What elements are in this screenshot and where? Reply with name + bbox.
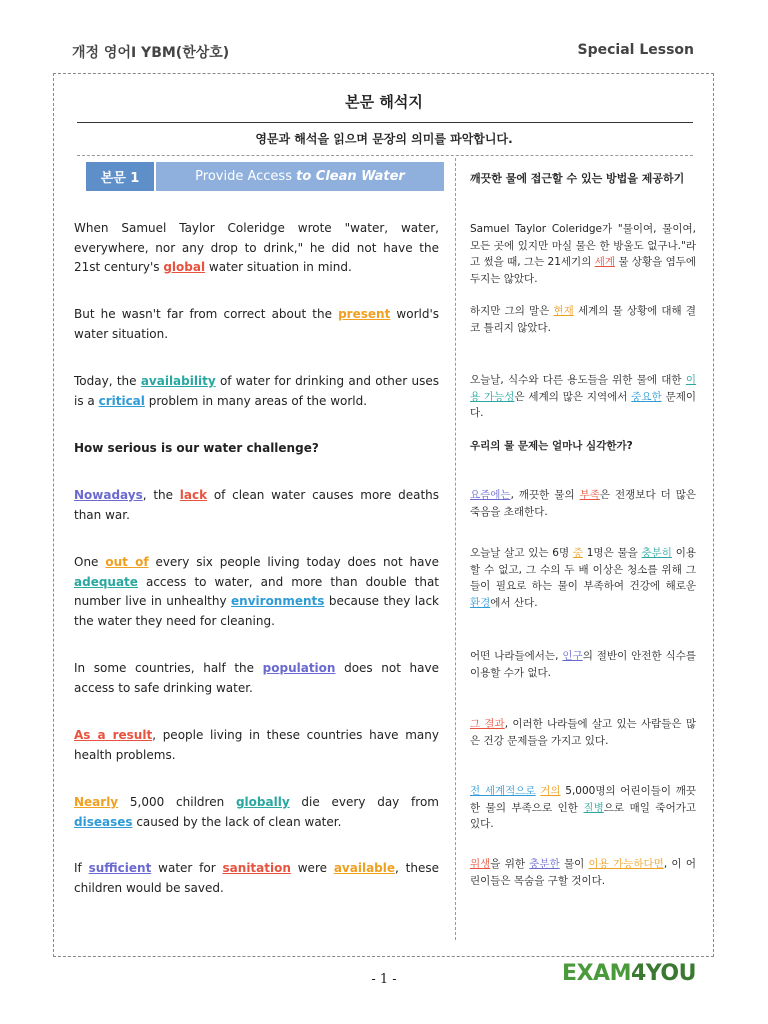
text: , 이 어린이들은 목숨을 구할 것이다.: [470, 858, 696, 887]
page-title: 본문 해석지: [345, 93, 423, 111]
vocab-available: available: [333, 861, 396, 875]
header-course: 개정 영어I YBM(한상호): [72, 45, 230, 61]
text: of clean water causes more deaths than war.: [74, 488, 440, 522]
text: caused by the lack of clean water.: [132, 814, 342, 829]
text: world's water situation.: [74, 307, 439, 341]
text: 물 상황을 염두에 두지는 않았다.: [470, 256, 696, 285]
text: 에서 산다.: [490, 596, 538, 609]
column-divider: [455, 158, 456, 940]
text: In some countries, half the: [74, 661, 263, 675]
text: Today, the: [74, 374, 141, 388]
vocab-globally: globally: [235, 795, 290, 809]
vocab-present: present: [338, 307, 391, 321]
vocab-adequate: adequate: [74, 574, 138, 589]
logo-text-4you: 4YOU: [630, 961, 696, 986]
text: die every day from: [289, 795, 439, 809]
kr-vocab-nearly: 거의: [540, 785, 561, 797]
title-rule: [77, 122, 693, 123]
vocab-environments: environments: [231, 594, 325, 608]
kr-vocab-diseases: 질병: [583, 801, 604, 814]
section-number: 본문 1: [86, 162, 154, 191]
vocab-global: global: [163, 260, 206, 274]
vocab-nowadays: Nowadays: [74, 488, 143, 502]
text: When Samuel Taylor Coleridge wrote "water, water, everywhere, nor any drop to drink," he did not have the 21st century's: [74, 221, 439, 274]
text: 의 절반이 안전한 식수를 이용할 수가 없다.: [470, 650, 696, 679]
korean-paragraph-5: [470, 487, 696, 520]
korean-paragraph-4: 우리의 물 문제는 얼마나 심각한가?: [470, 440, 633, 452]
section-banner: [86, 162, 444, 191]
korean-paragraph-2: [470, 303, 696, 336]
vocab-availability: availability: [140, 374, 216, 388]
logo-text-exam: EXAM: [562, 961, 631, 986]
korean-section-title: 깨끗한 물에 접근할 수 있는 방법을 제공하기: [470, 172, 685, 185]
korean-paragraph-9: [470, 783, 696, 833]
text: problem in many areas of the world.: [144, 393, 368, 408]
english-paragraph-6: [74, 553, 439, 631]
english-paragraph-1: [74, 219, 439, 278]
english-paragraph-10: [74, 859, 439, 898]
text: 물이: [559, 858, 589, 870]
kr-vocab-available: 이용 가능하다면: [588, 858, 664, 870]
text: But he wasn't far from correct about the: [74, 307, 339, 321]
subtitle-rule: [77, 155, 693, 156]
korean-paragraph-8: [470, 716, 696, 749]
text: 5,000명의 어린이들이 깨끗한 물의 부족으로 인한: [470, 785, 696, 814]
text: 을 위한: [490, 858, 530, 870]
text: , these children would be saved.: [74, 861, 439, 895]
text: 이용할 수 없고, 그 수의 두 배 이상은 청소를 위해 그들이 필요로 하는 물이 부족하여 건강에 해로운: [470, 547, 696, 592]
text: If: [74, 861, 89, 875]
text: does not have access to safe drinking water.: [74, 661, 439, 695]
section-title-italic: to Clean Water: [296, 169, 405, 184]
text: , 깨끗한 물의: [510, 489, 580, 501]
english-paragraph-7: [74, 659, 439, 698]
kr-vocab-environments: 환경: [470, 596, 491, 609]
text: of water for drinking and other uses is a: [74, 374, 440, 408]
kr-vocab-as-a-result: 그 결과: [470, 718, 505, 730]
english-paragraph-3: [74, 372, 439, 411]
text: were: [290, 861, 334, 875]
text: 세계의 물 상황에 대해 결코 틀리지 않았다.: [470, 305, 697, 334]
vocab-sanitation: sanitation: [222, 861, 291, 875]
korean-paragraph-1: [470, 221, 696, 287]
header-lesson: Special Lesson: [577, 42, 694, 58]
kr-vocab-out-of: 중: [572, 547, 583, 559]
text: , 이러한 나라들에 살고 있는 사람들은 많은 건강 문제들을 가지고 있다.: [470, 718, 696, 747]
kr-vocab-globally: 전 세계적으로: [470, 785, 536, 797]
page-number: - 1 -: [371, 972, 397, 987]
kr-vocab-lack: 부족: [579, 489, 600, 501]
text: access to water, and more than double that number live in unhealthy: [74, 574, 439, 608]
text: 하지만 그의 말은: [470, 305, 554, 317]
vocab-out-of: out of: [105, 555, 149, 569]
text: 어떤 나라들에서는,: [470, 650, 563, 662]
korean-paragraph-10: [470, 856, 696, 889]
english-paragraph-4: How serious is our water challenge?: [74, 441, 319, 455]
text: 은 전쟁보다 더 많은 죽음을 초래한다.: [470, 489, 696, 518]
text: 문제이다.: [470, 390, 696, 419]
kr-vocab-adequate: 충분히: [641, 547, 672, 559]
section-title: [156, 162, 444, 191]
english-paragraph-2: [74, 305, 439, 344]
text: 오늘날 살고 있는 6명: [470, 547, 573, 559]
text: 1명은 물을: [583, 547, 642, 559]
text: 5,000 children: [118, 795, 236, 809]
text: 은 세계의 많은 지역에서: [514, 390, 632, 403]
kr-vocab-sanitation: 위생: [470, 858, 491, 870]
text: , people living in these countries have many health problems.: [74, 728, 439, 762]
text: , the: [142, 488, 180, 502]
vocab-nearly: Nearly: [74, 795, 119, 809]
text: because they lack the water they need for cleaning.: [74, 594, 439, 628]
english-paragraph-8: [74, 726, 439, 765]
text: Samuel Taylor Coleridge가 "물이여, 물이여, 모든 곳에 있지만 마실 물은 한 방울도 없구나."라고 썼을 때, 그는 21세기의: [470, 223, 696, 268]
vocab-population: population: [262, 661, 336, 675]
vocab-as-a-result: As a result: [74, 728, 153, 742]
english-paragraph-9: [74, 793, 439, 832]
kr-vocab-availability: 이용 가능성: [470, 374, 696, 403]
kr-vocab-present: 현재: [553, 305, 574, 317]
kr-vocab-critical: 중요한: [631, 390, 662, 403]
text: water for: [151, 861, 223, 875]
text: 오늘날, 식수와 다른 용도들을 위한 물에 대한: [470, 374, 686, 386]
kr-vocab-global: 세계: [594, 256, 615, 268]
korean-paragraph-3: [470, 372, 696, 422]
exam4you-logo: [562, 961, 696, 986]
vocab-sufficient: sufficient: [88, 861, 152, 875]
kr-vocab-sufficient: 충분한: [529, 858, 560, 870]
kr-vocab-nowadays: 요즘에는: [470, 489, 511, 501]
text: 으로 매일 죽어가고 있다.: [470, 801, 696, 830]
text: One: [74, 555, 106, 569]
text: every six people living today does not have: [148, 555, 440, 569]
vocab-lack: lack: [179, 488, 208, 502]
vocab-diseases: diseases: [74, 814, 133, 829]
vocab-critical: critical: [98, 393, 145, 408]
text: water situation in mind.: [205, 260, 352, 274]
korean-paragraph-6: [470, 545, 696, 611]
page-subtitle: 영문과 해석을 읽으며 문장의 의미를 파악합니다.: [255, 132, 513, 146]
section-title-plain: Provide Access: [195, 169, 292, 184]
english-paragraph-5: [74, 486, 439, 525]
korean-paragraph-7: [470, 648, 696, 681]
kr-vocab-population: 인구: [562, 650, 583, 662]
